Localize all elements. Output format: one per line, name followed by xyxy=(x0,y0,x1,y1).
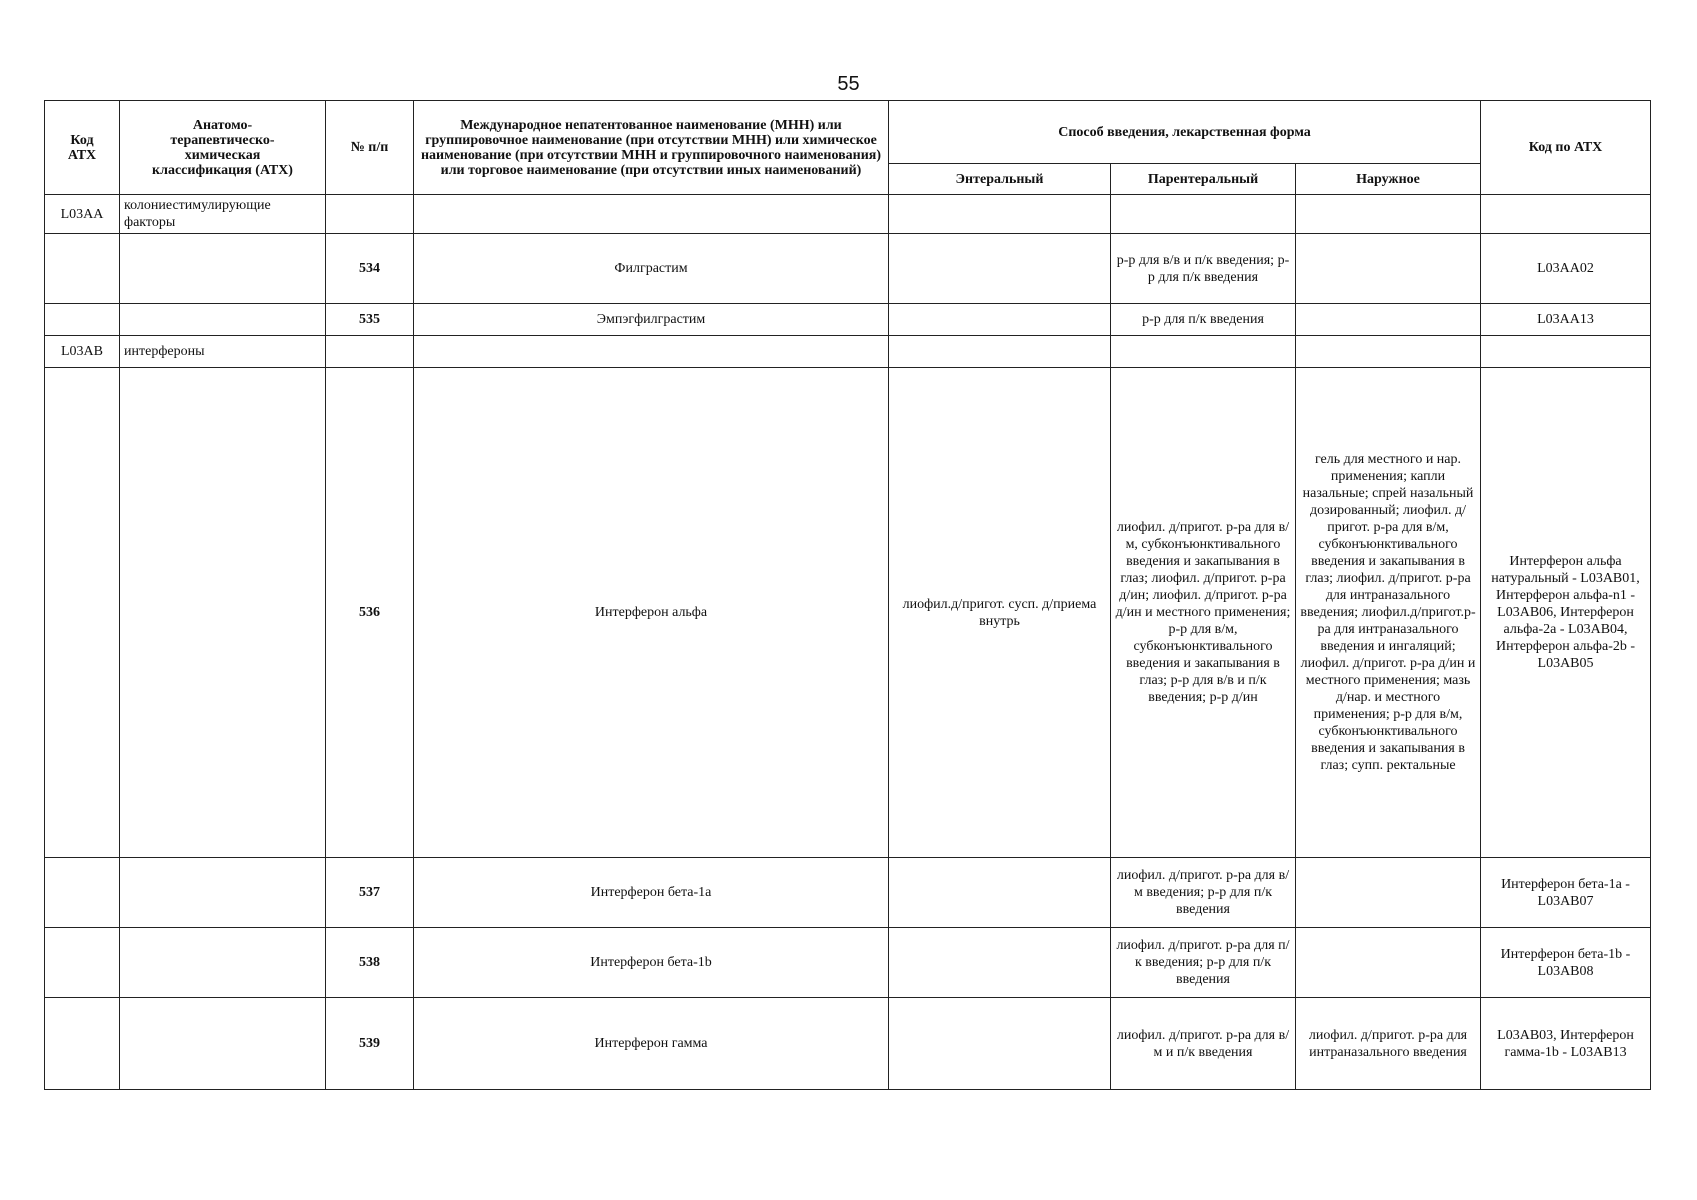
row-number xyxy=(326,195,414,234)
page-number: 55 xyxy=(837,73,860,95)
row-external xyxy=(1296,336,1481,368)
row-atc-group-code xyxy=(45,858,120,928)
row-external xyxy=(1296,858,1481,928)
row-atc-group-code xyxy=(45,234,120,304)
row-atc-group-code xyxy=(45,368,120,858)
row-parenteral: лиофил. д/пригот. р-ра для п/к введения; р-р для п/к введения xyxy=(1111,928,1296,998)
row-number xyxy=(326,336,414,368)
row-external xyxy=(1296,928,1481,998)
table-row xyxy=(45,928,1651,998)
header-external: Наружное xyxy=(1296,164,1481,195)
row-drug-name xyxy=(414,336,889,368)
header-row-1 xyxy=(45,101,1651,164)
row-external xyxy=(1296,234,1481,304)
row-atc-group-code xyxy=(45,998,120,1090)
row-atc-group-code: L03AB xyxy=(45,336,120,368)
row-atc-group-code: L03AA xyxy=(45,195,120,234)
row-number: 535 xyxy=(326,304,414,336)
row-classification: колониестимулирующие факторы xyxy=(120,195,326,234)
table-row xyxy=(45,368,1651,858)
header-classification: Анатомо- терапевтическо- химическая классификация (АТХ) xyxy=(120,101,326,195)
row-drug-name xyxy=(414,195,889,234)
row-external: гель для местного и нар. применения; капли назальные; спрей назальный дозированный; лиофил. д/пригот. р-ра для в/м, субконъюнктивального введения и закапывания в глаз; лиофил. д/пригот. р-ра для интраназального введения; лиофил.д/пригот.р-ра для интраназального введения и ингаляций; лиофил. д/пригот. р-ра д/ин и местного применения; мазь д/нар. и местного применения; р-р для в/м, субконъюнктивального введения и закапывания в глаз; супп. ректальные xyxy=(1296,368,1481,858)
table-row xyxy=(45,858,1651,928)
row-enteral xyxy=(889,234,1111,304)
row-atc-code: Интерферон бета-1a - L03AB07 xyxy=(1481,858,1651,928)
header-route: Способ введения, лекарственная форма xyxy=(889,101,1481,164)
row-drug-name: Интерферон альфа xyxy=(414,368,889,858)
row-atc-code: Интерферон бета-1b - L03AB08 xyxy=(1481,928,1651,998)
table-row xyxy=(45,195,1651,234)
row-atc-code xyxy=(1481,195,1651,234)
header-parenteral: Парентеральный xyxy=(1111,164,1296,195)
row-enteral xyxy=(889,195,1111,234)
row-external xyxy=(1296,195,1481,234)
table-row xyxy=(45,234,1651,304)
row-parenteral: р-р для в/в и п/к введения; р-р для п/к введения xyxy=(1111,234,1296,304)
row-parenteral: лиофил. д/пригот. р-ра для в/м, субконъюнктивального введения и закапывания в глаз; лиофил. д/пригот. р-ра д/ин; лиофил. д/пригот. р-ра д/ин и местного применения; р-р для в/м, субконъюнктивального введения и закапывания в глаз; р-р для в/в и п/к введения; р-р д/ин xyxy=(1111,368,1296,858)
row-parenteral: р-р для п/к введения xyxy=(1111,304,1296,336)
row-number: 534 xyxy=(326,234,414,304)
row-classification xyxy=(120,234,326,304)
row-atc-code: Интерферон альфа натуральный - L03AB01, Интерферон альфа-n1 - L03AB06, Интерферон альфа-2a - L03AB04, Интерферон альфа-2b - L03AB05 xyxy=(1481,368,1651,858)
row-classification xyxy=(120,304,326,336)
row-enteral xyxy=(889,998,1111,1090)
row-enteral xyxy=(889,928,1111,998)
row-atc-code: L03AB03, Интерферон гамма-1b - L03AB13 xyxy=(1481,998,1651,1090)
row-number: 536 xyxy=(326,368,414,858)
header-code-atc: Код АТХ xyxy=(45,101,120,195)
row-enteral: лиофил.д/пригот. сусп. д/приема внутрь xyxy=(889,368,1111,858)
row-drug-name: Филграстим xyxy=(414,234,889,304)
row-enteral xyxy=(889,858,1111,928)
row-atc-code: L03AA13 xyxy=(1481,304,1651,336)
row-drug-name: Интерферон гамма xyxy=(414,998,889,1090)
row-drug-name: Интерферон бета-1a xyxy=(414,858,889,928)
row-classification xyxy=(120,858,326,928)
header-name: Международное непатентованное наименование (МНН) или группировочное наименование (при отсутствии МНН) или химическое наименование (при отсутствии МНН и группировочного наименования) или торговое наименование (при отсутствии иных наименований) xyxy=(414,101,889,195)
row-atc-code xyxy=(1481,336,1651,368)
table-row xyxy=(45,336,1651,368)
row-parenteral xyxy=(1111,336,1296,368)
row-atc-code: L03AA02 xyxy=(1481,234,1651,304)
header-number: № п/п xyxy=(326,101,414,195)
row-drug-name: Интерферон бета-1b xyxy=(414,928,889,998)
row-parenteral: лиофил. д/пригот. р-ра для в/м введения; р-р для п/к введения xyxy=(1111,858,1296,928)
row-enteral xyxy=(889,336,1111,368)
row-number: 538 xyxy=(326,928,414,998)
header-enteral: Энтеральный xyxy=(889,164,1111,195)
row-classification: интерфероны xyxy=(120,336,326,368)
header-atc-code: Код по АТХ xyxy=(1481,101,1651,195)
table-row xyxy=(45,304,1651,336)
row-atc-group-code xyxy=(45,928,120,998)
drug-table xyxy=(44,100,1651,1090)
row-classification xyxy=(120,368,326,858)
row-classification xyxy=(120,998,326,1090)
table-row xyxy=(45,998,1651,1090)
row-external: лиофил. д/пригот. р-ра для интраназального введения xyxy=(1296,998,1481,1090)
row-parenteral xyxy=(1111,195,1296,234)
row-number: 537 xyxy=(326,858,414,928)
row-external xyxy=(1296,304,1481,336)
row-enteral xyxy=(889,304,1111,336)
row-drug-name: Эмпэгфилграстим xyxy=(414,304,889,336)
row-classification xyxy=(120,928,326,998)
row-number: 539 xyxy=(326,998,414,1090)
row-atc-group-code xyxy=(45,304,120,336)
row-parenteral: лиофил. д/пригот. р-ра для в/м и п/к введения xyxy=(1111,998,1296,1090)
